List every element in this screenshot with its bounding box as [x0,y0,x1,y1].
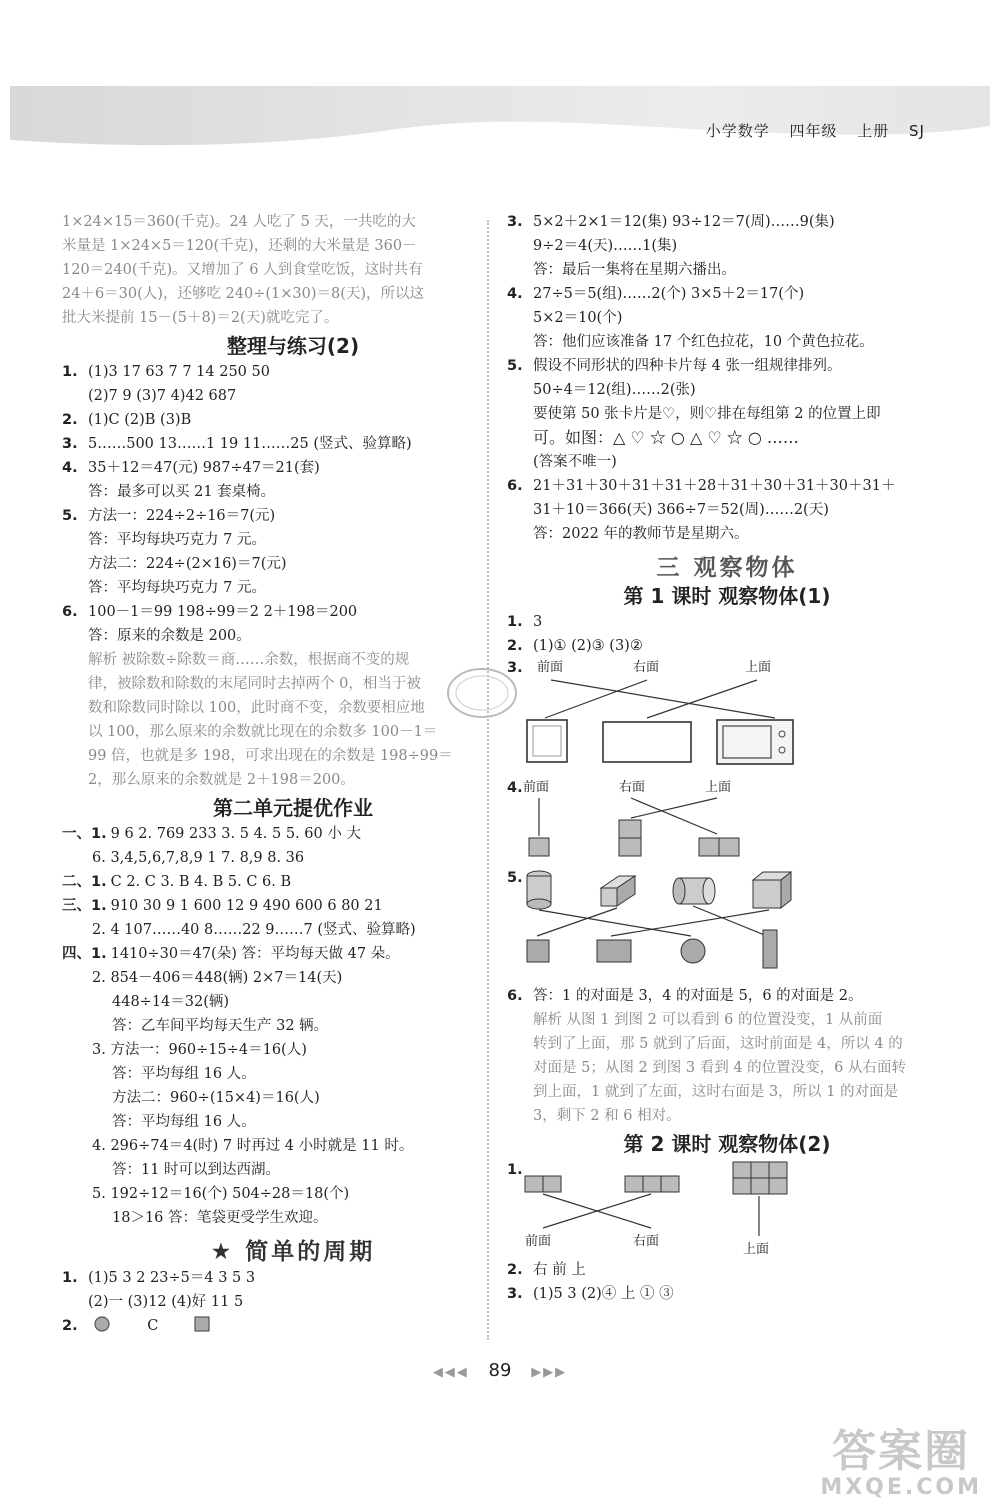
question-number: 6. [507,478,523,494]
answer-line: 要使第 50 张卡片是♡，则♡排在每组第 2 的位置上即 [533,406,881,422]
page-number: 89 [488,1360,512,1381]
question-number: 1. [507,614,523,630]
circle-shape [93,1315,113,1333]
answer-line: 答：乙车间平均每天生产 32 辆。 [112,1018,329,1034]
figure-q3 [507,658,947,776]
lesson-title: 第 1 课时 观察物体(1) [623,584,831,608]
answer-line: 35＋12＝47(元) 987÷47＝21(套) [88,460,320,476]
question-number: 5. [507,870,523,886]
question-number: 二、1. [62,874,107,890]
intro-line: 米量是 1×24×5＝120(千克)，还剩的大米量是 360－ [62,238,417,254]
answer-line: (1)C (2)B (3)B [88,412,192,428]
answer-line: 答：他们应该准备 17 个红色拉花，10 个黄色拉花。 [533,334,874,350]
answer-line: 27÷5＝5(组)……2(个) 3×5＋2＝17(个) [533,286,805,302]
answer-line: 5×2＝10(个) [533,310,623,326]
question-number: 6. [507,988,523,1004]
answer-line: 假设不同形状的四种卡片每 4 张一组规律排列。 [533,358,842,374]
analysis-line: 转到了上面，那 5 就到了后面，这时前面是 4，所以 4 的 [533,1036,903,1052]
analysis-line: 2，那么原来的余数就是 2＋198＝200。 [88,772,355,788]
section-title: 第二单元提优作业 [213,796,373,820]
question-number: 1. [62,364,78,380]
question-number: 6. [62,604,78,620]
solid-matching-figure [507,866,947,984]
section-title: 整理与练习(2) [226,334,360,358]
answer-line: 答：平均每块巧克力 7 元。 [88,532,266,548]
answer-line: 18＞16 答：笔袋更受学生欢迎。 [112,1210,328,1226]
view-label-front: 前面 [537,660,564,675]
question-number: 4. [507,780,523,796]
answer-line: 答：最后一集将在星期六播出。 [533,262,736,278]
answer-line: 答：2022 年的教师节是星期六。 [533,526,749,542]
question-number: 2. [62,1318,78,1334]
intro-line: 1×24×15＝360(千克)。24 人吃了 5 天，一共吃的大 [62,214,416,230]
question-number: 三、1. [62,898,107,914]
watermark-cn: 答案圈 [832,1426,971,1477]
header-banner [10,86,990,152]
question-number: 1. [507,1162,523,1178]
view-label-right: 右面 [619,780,646,795]
view-label-top: 上面 [743,1242,770,1257]
analysis-line: 以 100，那么原来的余数就比现在的余数多 100－1＝ [88,724,438,740]
question-number: 1. [62,1270,78,1286]
answer-line: (1)① (2)③ (3)② [533,638,643,654]
question-number: 3. [507,1286,523,1302]
analysis-line: 律，被除数和除数的末尾同时去掉两个 0，相当于被 [88,676,421,692]
section-title: ★ 简单的周期 [210,1239,376,1265]
view-matching-lines [507,658,947,776]
question-number: 4. [62,460,78,476]
next-arrows-icon: ▶▶▶ [531,1365,568,1380]
answer-line: 1410÷30＝47(朵) 答：平均每天做 47 朵。 [110,946,400,962]
intro-line: 24＋6＝30(人)，还够吃 240÷(1×30)＝8(天)，所以这 [62,286,425,302]
answer-line: (答案不唯一) [533,454,617,470]
answer-line: 3 [533,614,543,630]
question-number: 3. [507,660,523,676]
view-label-top: 上面 [705,780,732,795]
answer-line: 答：最多可以买 21 套桌椅。 [88,484,276,500]
square-shape [193,1315,213,1333]
answer-line: (1)5 3 2 23÷5＝4 3 5 3 [88,1270,256,1286]
figure-q5 [507,866,947,984]
figure-l2-q1 [507,1158,947,1258]
view-label-right: 右面 [633,660,660,675]
analysis-line: 到上面，1 就到了左面，这时右面是 3，所以 1 的对面是 [533,1084,899,1100]
question-number: 3. [62,436,78,452]
figure-q4 [507,776,947,866]
page-footer [0,1360,1000,1381]
answer-line: 右 前 上 [533,1262,586,1278]
view-label-front: 前面 [525,1234,552,1249]
answer-line: 答：平均每组 16 人。 [112,1066,256,1082]
question-number: 3. [507,214,523,230]
view-matching-figure [507,1158,947,1258]
question-number: 四、1. [62,946,107,962]
question-number: 2. [507,1262,523,1278]
prev-arrows-icon: ◀◀◀ [432,1365,469,1380]
answer-line: 4. 296÷74＝4(时) 7 时再过 4 小时就是 11 时。 [92,1138,414,1154]
analysis-line: 对面是 5；从图 2 到图 3 看到 4 的位置没变，6 从右面转 [533,1060,906,1076]
answer-line: 5×2＋2×1＝12(集) 93÷12＝7(周)……9(集) [533,214,835,230]
question-number: 一、1. [62,826,107,842]
view-label-top: 上面 [745,660,772,675]
answer-line: 答：11 时可以到达西湖。 [112,1162,281,1178]
answer-line: 50÷4＝12(组)……2(张) [533,382,696,398]
right-column [507,210,947,1306]
question-number: 2. [507,638,523,654]
answer-line: 2. 854－406＝448(辆) 2×7＝14(天) [92,970,343,986]
question-number: 5. [62,508,78,524]
analysis-line: 3，剩下 2 和 6 相对。 [533,1108,681,1124]
watermark-en: MXQE.COM [820,1475,982,1500]
answer-line: 答：平均每组 16 人。 [112,1114,256,1130]
answer-line: 5……500 13……1 19 11……25 (竖式、验算略) [88,436,412,452]
question-number: 4. [507,286,523,302]
answer-letter: C [147,1318,159,1334]
left-column [62,210,524,1338]
answer-line: 答：平均每块巧克力 7 元。 [88,580,266,596]
answer-line: 6. 3,4,5,6,7,8,9 1 7. 8,9 8. 36 [92,850,305,866]
answer-line: 3. 方法一：960÷15÷4＝16(人) [92,1042,307,1058]
answer-line: (1)5 3 (2)④ 上 ① ③ [533,1286,674,1302]
answer-line: C 2. C 3. B 4. B 5. C 6. B [110,874,292,890]
intro-line: 120＝240(千克)。又增加了 6 人到食堂吃饭，这时共有 [62,262,423,278]
answer-line: 9 6 2. 769 233 3. 5 4. 5 5. 60 小 大 [110,826,361,842]
lesson-title: 第 2 课时 观察物体(2) [623,1132,831,1156]
answer-line: 910 30 9 1 600 12 9 490 600 6 80 21 [110,898,383,914]
answer-line: 方法二：960÷(15×4)＝16(人) [112,1090,320,1106]
unit-title: 三 观察物体 [656,555,798,581]
answer-line: 可。如图：△ ♡ ☆ ○ △ ♡ ☆ ○ …… [533,428,799,447]
answer-line: 5. 192÷12＝16(个) 504÷28＝18(个) [92,1186,350,1202]
answer-line: (2)一 (3)12 (4)好 11 5 [88,1294,244,1310]
answer-line: 答：1 的对面是 3，4 的对面是 5，6 的对面是 2。 [533,988,863,1004]
view-label-front: 前面 [523,780,550,795]
answer-line: 方法二：224÷(2×16)＝7(元) [88,556,287,572]
answer-line: 100－1＝99 198÷99＝2 2＋198＝200 [88,604,358,620]
answer-line: 21＋31＋30＋31＋31＋28＋31＋30＋31＋30＋31＋ [533,478,896,494]
analysis-line: 99 倍，也就是多 198，可求出现在的余数是 198÷99＝ [88,748,453,764]
watermark-logo [820,1415,982,1500]
answer-line: (2)7 9 (3)7 4)42 687 [88,388,237,404]
question-number: 2. [62,412,78,428]
analysis-line: 数和除数同时除以 100，此时商不变，余数要相应地 [88,700,425,716]
answer-line: 448÷14＝32(辆) [112,994,230,1010]
answer-line: 9÷2＝4(天)……1(集) [533,238,678,254]
question-number: 5. [507,358,523,374]
analysis-line: 解析 从图 1 到图 2 可以看到 6 的位置没变，1 从前面 [533,1012,883,1028]
intro-line: 批大米提前 15－(5＋8)＝2(天)就吃完了。 [62,310,339,326]
view-matching-lines [507,776,947,866]
header-title: 小学数学 四年级 上册 SJ [705,122,925,140]
answer-line: 31＋10＝366(天) 366÷7＝52(周)……2(天) [533,502,829,518]
analysis-line: 解析 被除数÷除数＝商……余数，根据商不变的规 [88,652,410,668]
answer-line: 2. 4 107……40 8……22 9……7 (竖式、验算略) [92,922,416,938]
answer-line: 方法一：224÷2÷16＝7(元) [88,508,276,524]
answer-line: 答：原来的余数是 200。 [88,628,251,644]
answer-line: (1)3 17 63 7 7 14 250 50 [88,364,270,380]
view-label-right: 右面 [633,1234,660,1249]
